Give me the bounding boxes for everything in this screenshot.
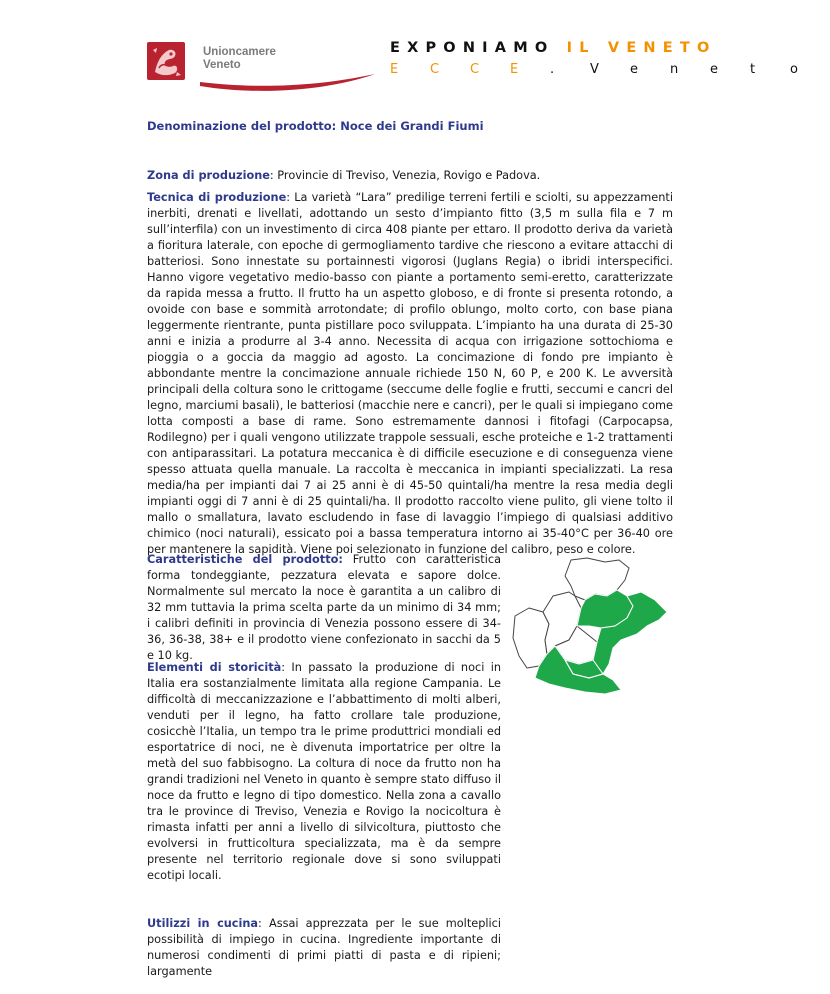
- ecce-veneto-subtitle: [390, 62, 830, 77]
- subtitle-letter: t: [750, 62, 756, 77]
- cucina-label: Utilizzi in cucina: [147, 917, 259, 930]
- subtitle-letter: .: [550, 62, 555, 77]
- tecnica-section: [147, 190, 673, 558]
- title-word-veneto: VENETO: [607, 40, 717, 56]
- subtitle-letter: o: [790, 62, 798, 77]
- title-word-exponiamo: EXPONIAMO: [390, 40, 555, 56]
- subtitle-letter: E: [390, 62, 399, 77]
- product-title: Denominazione del prodotto: Noce dei Grandi Fiumi: [147, 119, 484, 133]
- storicita-section: [147, 660, 501, 884]
- org-name-line1: Unioncamere: [203, 46, 276, 58]
- subtitle-letter: n: [670, 62, 679, 77]
- org-name: [203, 46, 276, 72]
- tecnica-label: Tecnica di produzione: [147, 191, 287, 204]
- cucina-section: [147, 916, 501, 980]
- subtitle-letter: e: [630, 62, 638, 77]
- exponiamo-title: [390, 40, 717, 56]
- zona-section: [147, 168, 673, 184]
- caratteristiche-label: Caratteristiche del prodotto:: [147, 553, 343, 566]
- org-name-line2: Veneto: [203, 59, 241, 71]
- zona-label: Zona di produzione: [147, 169, 270, 182]
- storicita-label: Elementi di storicità: [147, 661, 282, 674]
- storicita-text: : In passato la produzione di noci in Italia era sostanzialmente limitata alla regione Campania. Le difficoltà di meccanizzazione e l’abbattimento di molti alberi, venduti per il legno, ha fatto crollare tale produzione, cosicchè l’Italia, un tempo tra le prime produttrici mondiali ed esportatrice di noci, ne è divenuta importatrice per oltre la metà del suo fabbisogno. La coltura di noce da frutto non ha grandi tradizioni nel Veneto in quanto è sempre stato diffuso il noce da frutto e legno di tipo domestico. Nella zona a cavallo tra le province di Treviso, Venezia e Rovigo la nocicoltura è rimasta infatti per anni a livello di silvicoltura, piuttosto che evolversi in frutticoltura specializzata, ma è da sempre presente nel territorio regionale dove si sono sviluppati ecotipi locali.: [147, 661, 501, 882]
- title-word-il: IL: [566, 40, 596, 56]
- zona-text: : Provincie di Treviso, Venezia, Rovigo e Padova.: [269, 169, 541, 182]
- subtitle-letter: E: [510, 62, 519, 77]
- veneto-region-map: [509, 556, 679, 706]
- unioncamere-logo: [147, 42, 185, 80]
- red-swoosh-decoration: [200, 74, 375, 96]
- subtitle-letter: V: [590, 62, 599, 77]
- subtitle-letter: C: [430, 62, 440, 77]
- caratteristiche-text: Frutto con caratteristica forma tondeggiante, pezzatura elevata e sapore dolce. Normalmente sul mercato la noce è garantita a un calibro di 32 mm tuttavia la prima scelta parte da un minimo di 34 mm; i calibri definiti in provincia di Venezia possono essere di 34-36, 36-38, 38+ e il prodotto viene confezionato in sacchi da 5 e 10 kg.: [147, 553, 501, 662]
- caratteristiche-section: [147, 552, 501, 664]
- cucina-text: : Assai apprezzata per le sue molteplici possibilità di impiego in cucina. Ingrediente importante di numerosi condimenti di primi piatti di pasta e di ripieni; largamente: [147, 917, 501, 978]
- lion-emblem-icon: [147, 42, 185, 80]
- subtitle-letter: e: [710, 62, 718, 77]
- tecnica-text: : La varietà “Lara” predilige terreni fertili e sciolti, su appezzamenti inerbiti, drenati e livellati, adottando un sesto d’impianto fitto (3,5 m sulla fila e 7 m sull’interfila) con un investimento di circa 408 piante per ettaro. Il prodotto deriva da varietà a fioritura laterale, con epoche di germogliamento tardive che riescono a evitare attacchi di batteriosi. Sono innestate su portainnesti vigorosi (Juglans Regia) o ibridi interspecifici. Hanno vigore vegetativo medio-basso con piante a portamento semi-eretto, caratterizzate da rapida messa a frutto. Il frutto ha un aspetto globoso, e di fronte si presenta rotondo, a ovoide con base e sommità arrotondate; di profilo oblungo, molto corto, con base piana leggermente rientrante, punta pistillare poco sviluppata. L’impianto ha una durata di 25-30 anni e inizia a produrre al 3-4 anno. Necessita di acqua con irrigazione sottochioma e pioggia o a goccia da maggio ad agosto. La concimazione di fondo pre impianto è abbondante mentre la concimazione annuale richiede 150 N, 60 P, e 200 K. Le avversità principali della coltura sono le crittogame (seccume delle foglie e frutti, seccumi e cancri del legno, marciumi basali), le batteriosi (macchie nere e cancri), per le quali si impiegano come lotta composti a base di rame. Sono estremamente dannosi i fitofagi (Carpocapsa, Rodilegno) per i quali vengono utilizzate trappole sessuali, esche proteiche e 1-2 trattamenti con antiparassitari. La potatura meccanica è di difficile esecuzione e di conseguenza viene spesso attuata quella manuale. La raccolta è meccanica in impianti specializzati. La resa media/ha per impianti dai 7 ai 25 anni è di 45-50 quintali/ha mentre la resa media degli impianti oggi di 7 anni è di 25 quintali/ha. Il prodotto raccolto viene pulito, gli viene tolto il mallo o smallatura, lavato escludendo in fase di lavaggio l’impiego di qualsiasi additivo chimico (noci naturali), essicato poi a bassa temperatura intorno ai 35-40°C per 36-40 ore per mantenere la sapidità. Viene poi selezionato in funzione del calibro, peso e colore.: [147, 191, 673, 556]
- subtitle-letter: C: [470, 62, 480, 77]
